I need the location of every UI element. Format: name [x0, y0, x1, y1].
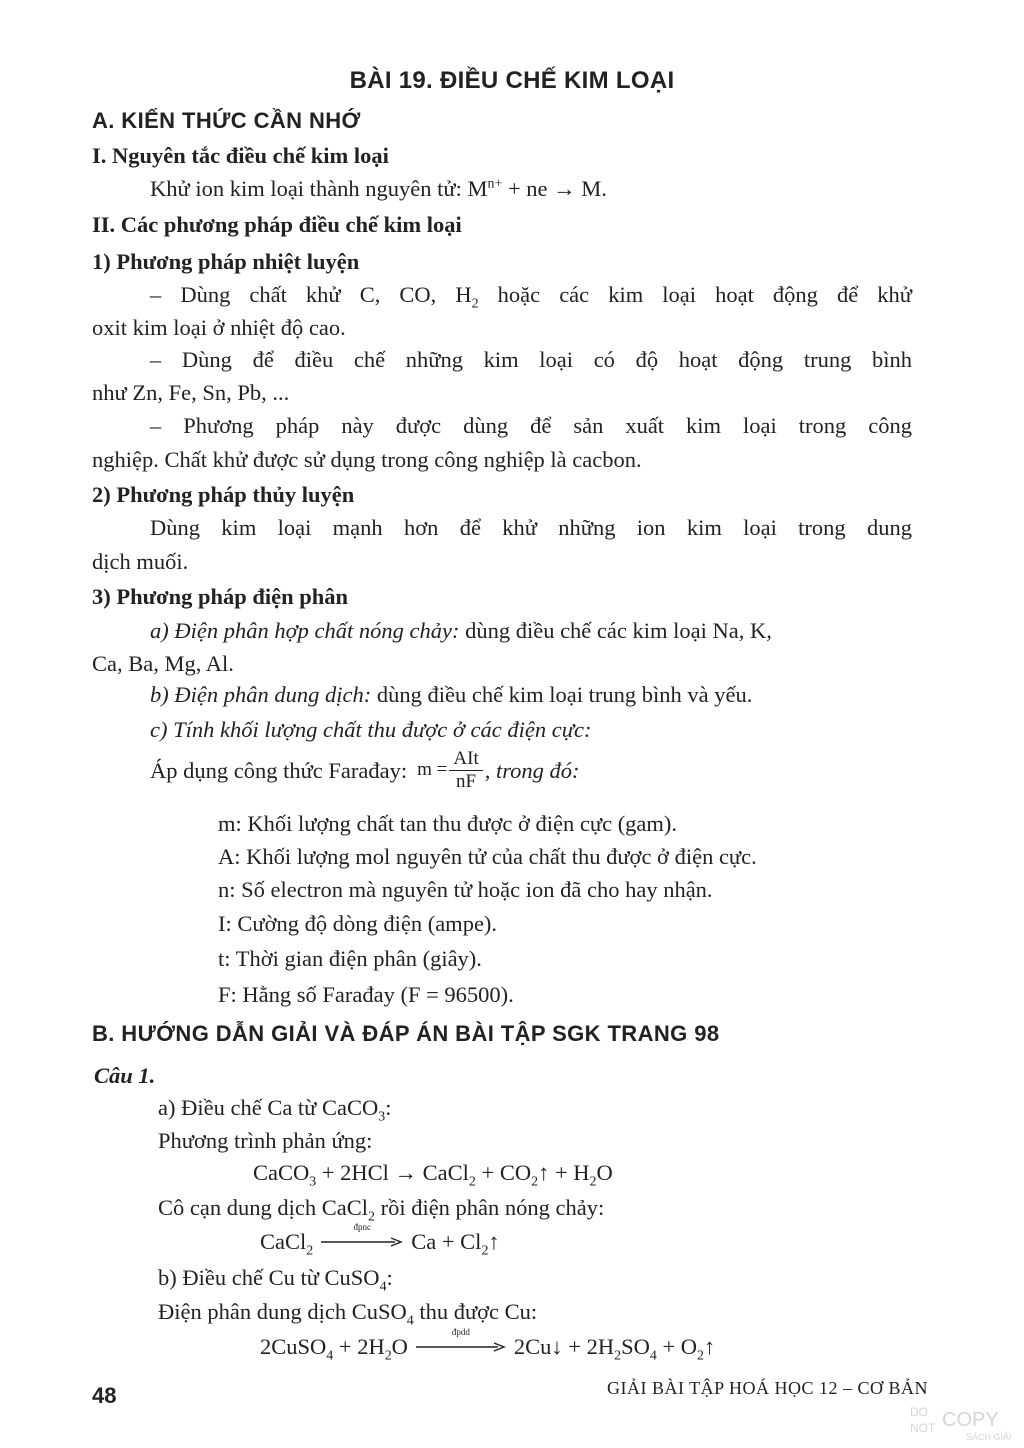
q1-part-b: b) Điều chế Cu từ CuSO$_4$: [158, 1265, 393, 1295]
hydro-para: Dùng kim loại mạnh hơn để khử những ion kim loại trong dung [150, 515, 912, 540]
svg-text:NOT: NOT [910, 1421, 936, 1435]
arrow-dpdd: đpdd [416, 1341, 506, 1353]
faraday-formula: Áp dụng công thức Farađay: m = $\frac{\text{AIt}}{nF}$ , trong đó: [150, 748, 580, 792]
equation-cacl2-electrolysis: CaCl$_2$ đpnc $Ca + Cl_2↑$ [260, 1221, 500, 1259]
q1-reaction-label: Phương trình phản ứng: [158, 1128, 373, 1153]
q1-part-a: a) Điều chế Ca từ CaCO$_3$: [158, 1095, 392, 1125]
def-i: I: Cường độ dòng điện (ampe). [218, 911, 498, 936]
def-t: t: Thời gian điện phân (giây). [218, 946, 482, 971]
lesson-title: BÀI 19. ĐIỀU CHẾ KIM LOẠI [349, 67, 675, 94]
book-title: GIẢI BÀI TẬP HOÁ HỌC 12 – CƠ BẢN [607, 1378, 929, 1398]
pyro-para-3-cont: nghiệp. Chất khử được sử dụng trong công nghiệp là cacbon. [92, 447, 642, 472]
equation-caco3-hcl: CaCO$_3$ + 2HCl → CaCl$_2$ + $CO_2↑ + H_2O$ [253, 1160, 613, 1190]
def-a: A: Khối lượng mol nguyên tử của chất thu được ở điện cực. [218, 844, 757, 869]
pyro-para-2: – Dùng để điều chế những kim loại có độ hoạt động trung bình [150, 347, 912, 372]
svg-text:DO: DO [910, 1405, 928, 1419]
svg-text:SÁCH GIẢI: SÁCH GIẢI [966, 1432, 1012, 1442]
hydro-para-cont: dịch muối. [92, 549, 189, 574]
watermark-logo [908, 1402, 1018, 1442]
arrow-dpnc: đpnc [321, 1236, 403, 1248]
pyro-para-3: – Phương pháp này được dùng để sản xuất kim loại trong công [150, 413, 912, 438]
electrolysis-c: c) Tính khối lượng chất thu được ở các điện cực: [150, 717, 592, 742]
pyro-para-2-cont: như Zn, Fe, Sn, Pb, ... [92, 380, 290, 405]
def-n: n: Số electron mà nguyên tử hoặc ion đã cho hay nhận. [218, 877, 713, 902]
section-b-heading: B. HƯỚNG DẪN GIẢI VÀ ĐÁP ÁN BÀI TẬP SGK TRANG 98 [92, 1021, 720, 1046]
section-a-heading: A. KIẾN THỨC CẦN NHỚ [92, 108, 361, 133]
heading-principle: I. Nguyên tắc điều chế kim loại [92, 143, 389, 168]
electrolysis-a-cont: Ca, Ba, Mg, Al. [92, 651, 234, 676]
electrolysis-a: a) Điện phân hợp chất nóng chảy: dùng điều chế các kim loại Na, K, [150, 618, 772, 643]
q1-evaporate-text: Cô cạn dung dịch CaCl$_2$ rồi điện phân nóng chảy: [158, 1195, 605, 1225]
q1-electrolysis-text: Điện phân dung dịch CuSO$_4$ thu được Cu: [158, 1299, 538, 1329]
heading-electrolysis: 3) Phương pháp điện phân [92, 584, 349, 609]
svg-text:COPY: COPY [942, 1409, 999, 1431]
heading-methods: II. Các phương pháp điều chế kim loại [92, 212, 462, 237]
def-m: m: Khối lượng chất tan thu được ở điện cực (gam). [218, 811, 678, 836]
pyro-para-1-cont: oxit kim loại ở nhiệt độ cao. [92, 315, 346, 340]
pyro-para-1: – Dùng chất khử C, CO, $H_2$ hoặc các kim loại hoạt động để khử [150, 282, 912, 312]
equation-cuso4-electrolysis: 2CuSO$_4$ + $2H_2O$ đpdd 2Cu↓ + $2H_2SO_4$ + $O_2↑$ [260, 1326, 716, 1364]
heading-hydrometallurgy: 2) Phương pháp thủy luyện [92, 482, 355, 507]
page-number: 48 [92, 1383, 117, 1408]
def-f: F: Hằng số Farađay (F = 96500). [218, 982, 514, 1007]
principle-text: Khử ion kim loại thành nguyên tử: $M^{n+}$ + ne → M. [150, 176, 607, 201]
faraday-fraction: $\frac{\text{AIt}}{nF}$ [449, 748, 482, 793]
heading-pyrometallurgy: 1) Phương pháp nhiệt luyện [92, 249, 360, 274]
question-1-heading: Câu 1. [94, 1063, 156, 1088]
electrolysis-b: b) Điện phân dung dịch: dùng điều chế kim loại trung bình và yếu. [150, 682, 753, 707]
